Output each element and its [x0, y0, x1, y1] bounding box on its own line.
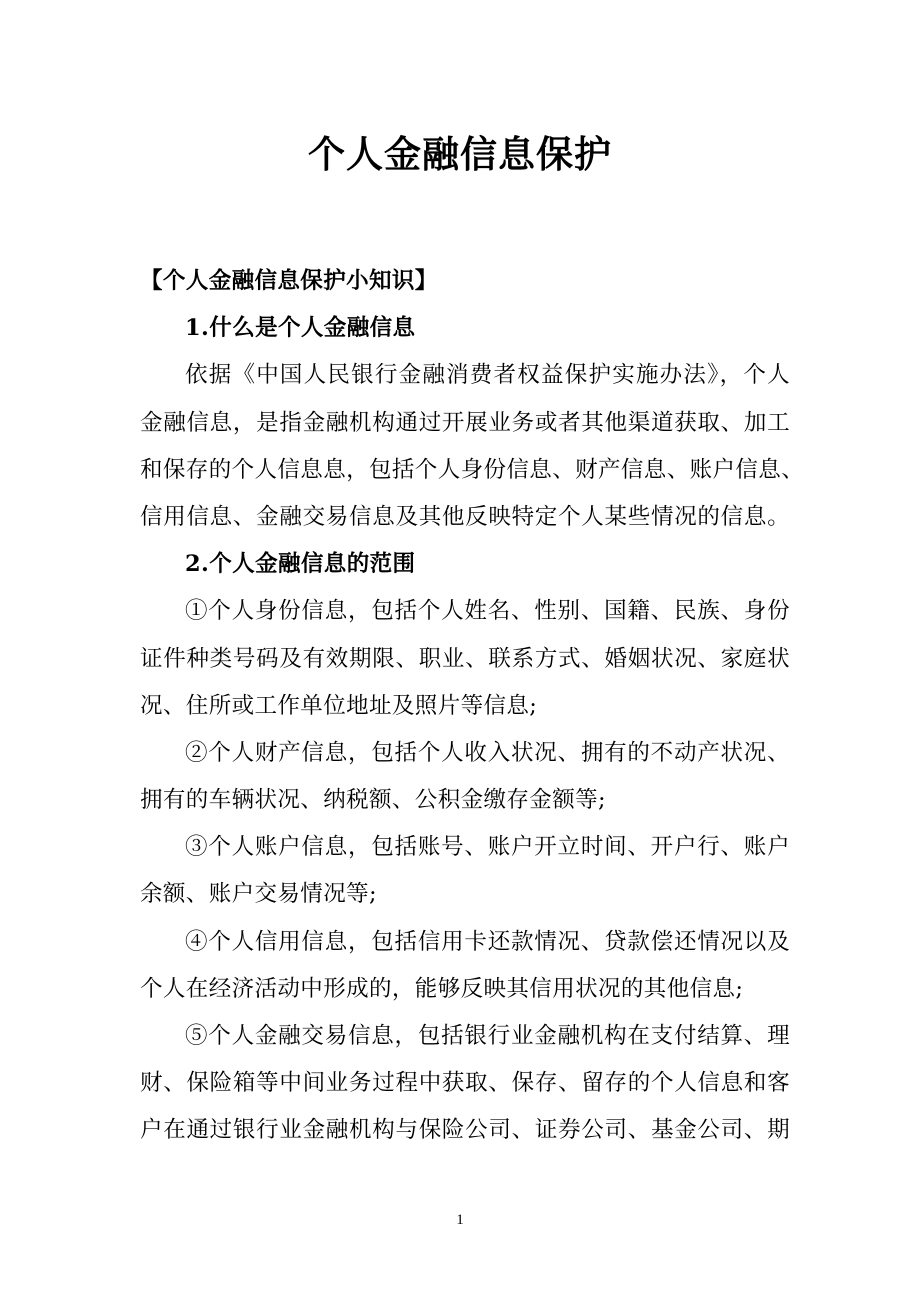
q1-line-1: 依据《中国人民银行金融消费者权益保护实施办法》，个人 [185, 362, 790, 389]
document-title: 个人金融信息保护 [308, 132, 612, 176]
item-3-line-1: ③个人账户信息，包括账号、账户开立时间、开户行、账户 [185, 834, 790, 861]
question-2-heading: 2.个人金融信息的范围 [185, 551, 416, 578]
question-1-heading: 1.什么是个人金融信息 [185, 315, 416, 342]
q1-line-4: 信用信息、金融交易信息及其他反映特定个人某些情况的信息。 [140, 503, 790, 530]
item-1-line-2: 证件种类号码及有效期限、职业、联系方式、婚姻状况、家庭状 [140, 645, 790, 672]
item-2-line-1: ②个人财产信息，包括个人收入状况、拥有的不动产状况、 [185, 739, 790, 766]
section-heading: 【个人金融信息保护小知识】 [140, 268, 438, 294]
item-1-line-1: ①个人身份信息，包括个人姓名、性别、国籍、民族、身份 [185, 598, 790, 625]
page-number: 1 [456, 1212, 464, 1228]
item-4-line-2: 个人在经济活动中形成的，能够反映其信用状况的其他信息; [140, 975, 744, 1002]
q1-line-3: 和保存的个人信息息，包括个人身份信息、财产信息、账户信息、 [140, 456, 805, 483]
document-body [140, 258, 805, 1155]
q1-line-2: 金融信息，是指金融机构通过开展业务或者其他渠道获取、加工 [140, 409, 790, 436]
item-5-line-1: ⑤个人金融交易信息，包括银行业金融机构在支付结算、理 [185, 1023, 790, 1049]
item-1-line-3: 况、住所或工作单位地址及照片等信息; [140, 692, 538, 719]
item-2-line-2: 拥有的车辆状况、纳税额、公积金缴存金额等; [140, 787, 606, 814]
item-4-line-1: ④个人信用信息，包括信用卡还款情况、贷款偿还情况以及 [185, 928, 790, 955]
item-5-line-2: 财、保险箱等中间业务过程中获取、保存、留存的个人信息和客 [140, 1070, 790, 1097]
item-5-line-3: 户在通过银行业金融机构与保险公司、证券公司、基金公司、期 [140, 1117, 790, 1144]
item-3-line-2: 余额、账户交易情况等; [140, 881, 377, 908]
